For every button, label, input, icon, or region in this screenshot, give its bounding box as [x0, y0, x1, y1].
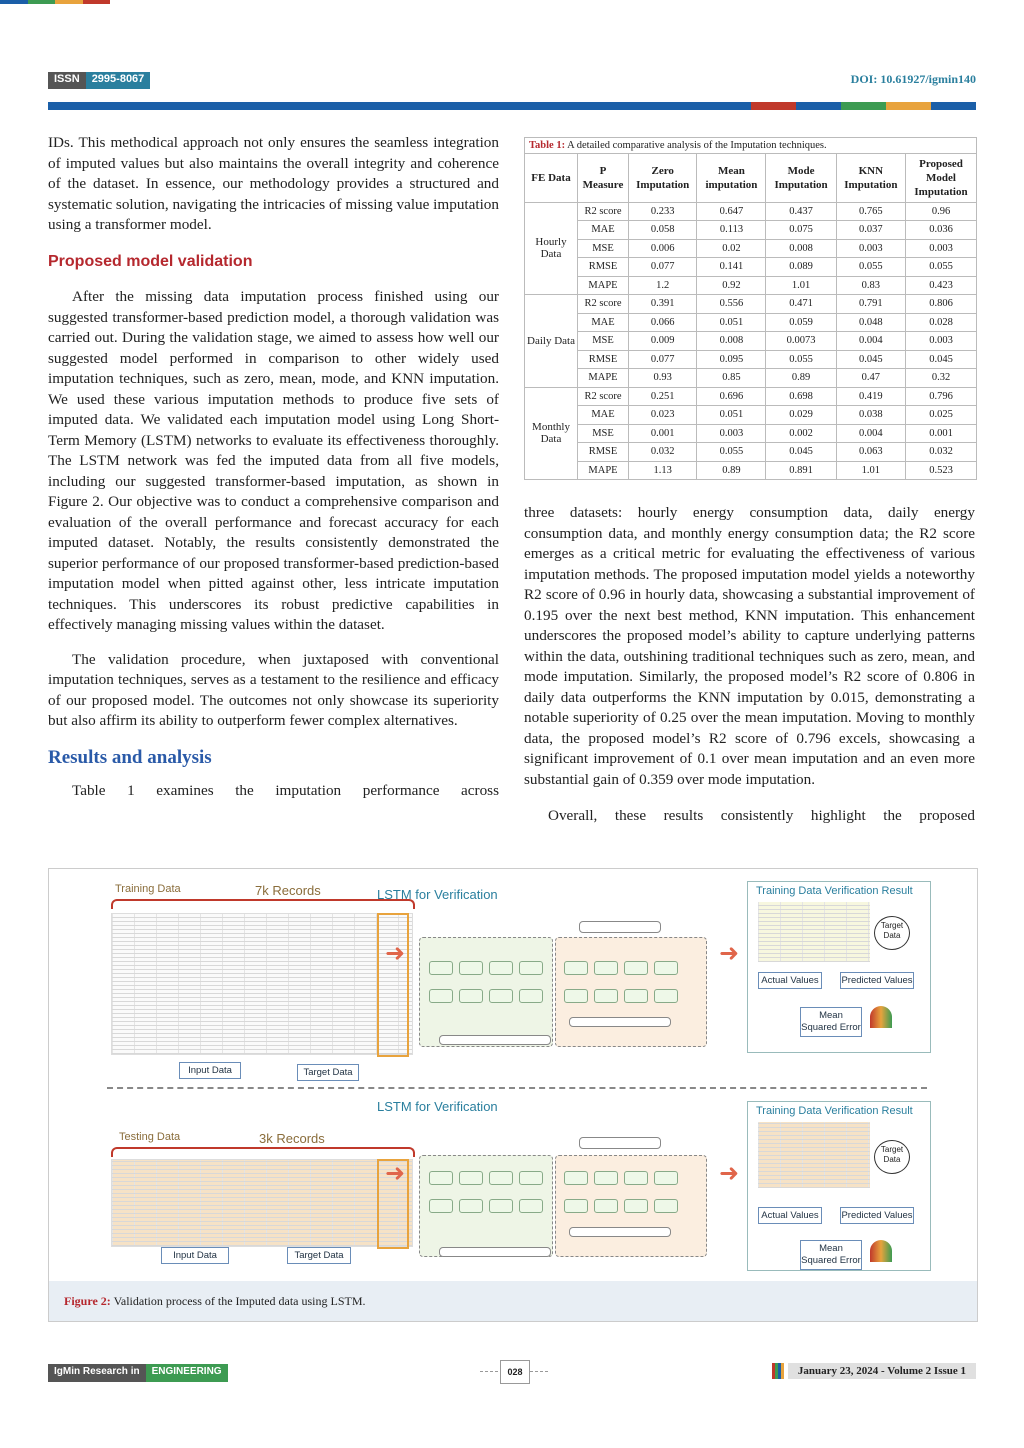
paragraph: three datasets: hourly energy consumption data, daily energy consumption data, and monthly energy consumption data; the R2 score emerges as a critical metric for evaluating the effectiveness of various imputation methods. The proposed imputation model yields a noteworthy R2 score of 0.96 in hourly data, showcasing a substantial improvement of 0.195 over the next best method, KNN imputation. This enhancement underscores the proposed model’s ability to capture underlying patterns within the data, outshining traditional techniques such as zero, mean, and mode imputation. Similarly, the proposed model’s R2 score of 0.806 in daily data outperforms the KNN imputation by 0.015, demonstrating a notable superiority of 0.25 over the mean imputation. Moving to monthly data, the proposed model’s R2 score of 0.796 excels, showcasing a significant improvement of 0.1 over mean imputation and an even more substantial gain of 0.359 over mode imputation.	[524, 504, 975, 788]
lstm-cell	[594, 989, 618, 1003]
value-cell: 0.93	[629, 369, 697, 388]
value-cell: 1.13	[629, 461, 697, 479]
value-cell: 0.089	[766, 258, 836, 277]
measure-cell: MAPE	[578, 461, 629, 479]
verification-result-panel	[747, 1101, 931, 1271]
paragraph: The validation procedure, when juxtaposed with conventional imputation techniques, serves as a testament to the resilience and efficacy of our proposed model. The outcomes not only showcase its superiority but also affirm its ability to outperform fewer complex alternatives.	[48, 650, 499, 729]
training-data-panel	[107, 881, 417, 1051]
value-cell: 0.004	[836, 424, 905, 443]
value-cell: 0.556	[697, 295, 766, 314]
table-row	[525, 387, 976, 406]
value-cell: 0.437	[766, 202, 836, 221]
value-cell: 0.045	[766, 443, 836, 462]
target-data-bubble: Target Data	[874, 916, 910, 950]
lstm-cell	[489, 1199, 513, 1213]
lstm-cell	[459, 989, 483, 1003]
dense-layer	[579, 921, 661, 933]
table-row	[525, 221, 976, 240]
value-cell: 0.066	[629, 313, 697, 332]
value-cell: 0.037	[836, 221, 905, 240]
lstm-cell	[429, 1171, 453, 1185]
lstm-title: LSTM for Verification	[377, 887, 498, 902]
group-label: Monthly Data	[525, 387, 578, 479]
result-grid	[758, 1122, 870, 1188]
dense-layer	[579, 1137, 661, 1149]
value-cell: 0.523	[906, 461, 977, 479]
lstm-cell	[459, 1171, 483, 1185]
value-cell: 0.002	[766, 424, 836, 443]
value-cell: 0.113	[697, 221, 766, 240]
value-cell: 0.251	[629, 387, 697, 406]
value-cell: 0.075	[766, 221, 836, 240]
target-column-highlight	[377, 913, 409, 1057]
measure-cell: R2 score	[578, 202, 629, 221]
value-cell: 0.006	[629, 239, 697, 258]
measure-cell: R2 score	[578, 295, 629, 314]
measure-cell: MAE	[578, 313, 629, 332]
value-cell: 0.233	[629, 202, 697, 221]
predicted-values-button[interactable]: Predicted Values	[840, 972, 914, 989]
column-header: Proposed Model Imputation	[906, 154, 977, 202]
value-cell: 0.029	[766, 406, 836, 425]
lstm-cell	[564, 989, 588, 1003]
measure-cell: MAPE	[578, 276, 629, 295]
value-cell: 0.806	[906, 295, 977, 314]
arrow-icon: ➜	[385, 1161, 406, 1187]
table-row	[525, 239, 976, 258]
value-cell: 0.008	[766, 239, 836, 258]
value-cell: 0.055	[906, 258, 977, 277]
column-header: P Measure	[578, 154, 629, 202]
figure-caption-text: Validation process of the Imputed data using LSTM.	[110, 1294, 366, 1308]
table-row	[525, 443, 976, 462]
value-cell: 0.32	[906, 369, 977, 388]
journal-name: IgMin Research in	[48, 1364, 146, 1382]
table-row	[525, 424, 976, 443]
lstm-cell	[624, 1199, 648, 1213]
measure-cell: R2 score	[578, 387, 629, 406]
testing-data-grid	[111, 1159, 413, 1247]
value-cell: 0.048	[836, 313, 905, 332]
lstm-cell	[519, 989, 543, 1003]
column-header: Mean imputation	[697, 154, 766, 202]
value-cell: 0.001	[906, 424, 977, 443]
value-cell: 0.796	[906, 387, 977, 406]
mse-button[interactable]: Mean Squared Error	[800, 1240, 862, 1270]
value-cell: 0.055	[697, 443, 766, 462]
issue-info	[772, 1362, 976, 1380]
actual-values-button[interactable]: Actual Values	[758, 972, 822, 989]
value-cell: 1.2	[629, 276, 697, 295]
value-cell: 0.059	[766, 313, 836, 332]
issn-label: ISSN	[48, 72, 86, 89]
value-cell: 0.095	[697, 350, 766, 369]
target-data-button[interactable]: Target Data	[287, 1247, 351, 1264]
page-number: 028	[500, 1360, 530, 1384]
column-header: Zero Imputation	[629, 154, 697, 202]
lstm-cell	[624, 989, 648, 1003]
value-cell: 0.003	[836, 239, 905, 258]
issn-badge	[48, 72, 150, 89]
value-cell: 0.891	[766, 461, 836, 479]
value-cell: 0.045	[906, 350, 977, 369]
column-header: KNN Imputation	[836, 154, 905, 202]
table-1	[524, 137, 977, 480]
value-cell: 0.063	[836, 443, 905, 462]
value-cell: 0.02	[697, 239, 766, 258]
input-data-button[interactable]: Input Data	[161, 1247, 229, 1264]
value-cell: 0.055	[766, 350, 836, 369]
paragraph: IDs. This methodical approach not only ensures the seamless integration of imputed values but also maintains the overall integrity and coherence of the dataset. In essence, our methodology provides a structured and systematic solution, navigating the intricacies of missing value imputation using a transformer model.	[48, 134, 499, 233]
color-bars-icon	[772, 1363, 784, 1379]
value-cell: 0.0073	[766, 332, 836, 351]
figure-2	[48, 868, 978, 1322]
lstm-cell	[519, 961, 543, 975]
value-cell: 0.051	[697, 313, 766, 332]
lstm-cell	[654, 1199, 678, 1213]
measure-cell: MAE	[578, 406, 629, 425]
lstm-cell	[429, 1199, 453, 1213]
value-cell: 0.47	[836, 369, 905, 388]
lstm-cell	[564, 1171, 588, 1185]
doi[interactable]: DOI: 10.61927/igmin140	[850, 72, 976, 86]
measure-cell: MSE	[578, 239, 629, 258]
left-column	[48, 133, 499, 802]
measure-cell: MSE	[578, 332, 629, 351]
value-cell: 0.83	[836, 276, 905, 295]
value-cell: 0.419	[836, 387, 905, 406]
value-cell: 0.058	[629, 221, 697, 240]
training-data-title: Training Data	[115, 883, 181, 895]
table-row	[525, 350, 976, 369]
value-cell: 0.696	[697, 387, 766, 406]
lstm-cell	[594, 1199, 618, 1213]
lstm-cell	[429, 989, 453, 1003]
value-cell: 0.028	[906, 313, 977, 332]
paragraph: After the missing data imputation process finished using our suggested transformer-based prediction model, a thorough validation was carried out. During the validation stage, we aimed to assess how well our suggested model performed in comparison to other widely used imputation techniques, such as zero, mean, mode, and KNN imputation. We used these various imputation methods to produce five sets of imputed data. We validated each imputation model using Long Short-Term Memory (LSTM) networks to evaluate its effectiveness thoroughly. The LSTM network was fed the imputed data from all five models, including our suggested transformer-based imputation, as shown in Figure 2. Our objective was to conduct a comprehensive comparison and evaluation of the overall performance and forecast accuracy for each imputed dataset. Notably, the results consistently demonstrated the superior performance of our proposed transformer-based prediction-based imputation model when pitted against other, less intricate imputation techniques. This underscores its robust predictive capabilities in effectively managing missing values within the dataset.	[48, 288, 499, 633]
table-caption	[525, 138, 976, 154]
value-cell: 0.045	[836, 350, 905, 369]
table-row	[525, 276, 976, 295]
lstm-cell	[519, 1171, 543, 1185]
value-cell: 0.032	[906, 443, 977, 462]
header-bar	[48, 102, 976, 110]
result-grid	[758, 902, 870, 962]
value-cell: 0.423	[906, 276, 977, 295]
lstm-cell	[594, 961, 618, 975]
table-caption-label: Table 1:	[529, 140, 566, 151]
table-caption-text: A detailed comparative analysis of the Imputation techniques.	[565, 140, 827, 151]
figure-caption-label: Figure 2:	[64, 1294, 111, 1308]
value-cell: 0.023	[629, 406, 697, 425]
target-data-button[interactable]: Target Data	[297, 1064, 359, 1081]
table-row	[525, 313, 976, 332]
paragraph: Overall, these results consistently highlight the proposed	[548, 807, 975, 824]
measure-cell: MAPE	[578, 369, 629, 388]
value-cell: 0.036	[906, 221, 977, 240]
value-cell: 0.141	[697, 258, 766, 277]
lstm-cell	[459, 961, 483, 975]
measure-cell: RMSE	[578, 258, 629, 277]
error-curve-icon	[870, 1240, 892, 1262]
value-cell: 0.032	[629, 443, 697, 462]
table-row	[525, 406, 976, 425]
column-header: FE Data	[525, 154, 578, 202]
testing-data-panel	[107, 1129, 417, 1247]
section-heading: Proposed model validation	[48, 252, 253, 270]
result-title: Training Data Verification Result	[756, 885, 913, 897]
lstm-cell	[489, 989, 513, 1003]
measure-cell: MAE	[578, 221, 629, 240]
journal-badge	[48, 1364, 228, 1382]
value-cell: 0.003	[697, 424, 766, 443]
lstm-cell	[594, 1171, 618, 1185]
input-data-button[interactable]: Input Data	[179, 1062, 241, 1079]
repeat-vector	[569, 1017, 671, 1027]
lstm-cell	[564, 961, 588, 975]
value-cell: 0.471	[766, 295, 836, 314]
value-cell: 0.009	[629, 332, 697, 351]
group-label: Hourly Data	[525, 202, 578, 295]
value-cell: 1.01	[766, 276, 836, 295]
dashed-divider	[107, 1087, 927, 1089]
value-cell: 0.765	[836, 202, 905, 221]
value-cell: 0.85	[697, 369, 766, 388]
value-cell: 0.001	[629, 424, 697, 443]
value-cell: 0.025	[906, 406, 977, 425]
table-row	[525, 202, 976, 221]
records-label: 7k Records	[255, 883, 321, 898]
lstm-cell	[624, 961, 648, 975]
records-brace	[111, 899, 415, 909]
value-cell: 0.055	[836, 258, 905, 277]
figure-caption	[49, 1281, 977, 1321]
value-cell: 0.698	[766, 387, 836, 406]
value-cell: 0.791	[836, 295, 905, 314]
measure-cell: RMSE	[578, 350, 629, 369]
value-cell: 1.01	[836, 461, 905, 479]
issue-date: January 23, 2024 - Volume 2 Issue 1	[788, 1363, 976, 1379]
table-row	[525, 295, 976, 314]
value-cell: 0.96	[906, 202, 977, 221]
journal-field: ENGINEERING	[146, 1364, 228, 1382]
issn-value: 2995-8067	[86, 72, 151, 89]
value-cell: 0.391	[629, 295, 697, 314]
testing-data-title: Testing Data	[119, 1131, 181, 1143]
value-cell: 0.051	[697, 406, 766, 425]
lstm-cell	[429, 961, 453, 975]
value-cell: 0.003	[906, 332, 977, 351]
table-row	[525, 258, 976, 277]
lstm-cell	[564, 1199, 588, 1213]
actual-values-button[interactable]: Actual Values	[758, 1207, 822, 1224]
arrow-icon: ➜	[719, 1161, 740, 1187]
top-color-strip	[0, 0, 110, 4]
value-cell: 0.077	[629, 350, 697, 369]
paragraph: Table 1 examines the imputation performance across	[72, 782, 499, 799]
target-data-bubble: Target Data	[874, 1140, 910, 1174]
error-curve-icon	[870, 1006, 892, 1028]
predicted-values-button[interactable]: Predicted Values	[840, 1207, 914, 1224]
repeat-vector	[569, 1227, 671, 1237]
input-layer	[439, 1035, 551, 1045]
value-cell: 0.077	[629, 258, 697, 277]
verification-result-panel	[747, 881, 931, 1053]
input-layer	[439, 1247, 551, 1257]
lstm-cell	[654, 961, 678, 975]
lstm-cell	[489, 1171, 513, 1185]
lstm-cell	[489, 961, 513, 975]
section-heading: Results and analysis	[48, 746, 212, 768]
training-data-grid	[111, 913, 413, 1055]
lstm-cell	[459, 1199, 483, 1213]
value-cell: 0.89	[697, 461, 766, 479]
lstm-cell	[624, 1171, 648, 1185]
right-column	[524, 503, 975, 827]
table-row	[525, 369, 976, 388]
lstm-title: LSTM for Verification	[377, 1099, 498, 1114]
table-row	[525, 461, 976, 479]
value-cell: 0.003	[906, 239, 977, 258]
comparison-table	[525, 154, 976, 479]
group-label: Daily Data	[525, 295, 578, 388]
lstm-cell	[519, 1199, 543, 1213]
value-cell: 0.008	[697, 332, 766, 351]
value-cell: 0.92	[697, 276, 766, 295]
records-brace	[111, 1147, 415, 1157]
measure-cell: RMSE	[578, 443, 629, 462]
table-row	[525, 332, 976, 351]
value-cell: 0.647	[697, 202, 766, 221]
value-cell: 0.038	[836, 406, 905, 425]
measure-cell: MSE	[578, 424, 629, 443]
value-cell: 0.004	[836, 332, 905, 351]
value-cell: 0.89	[766, 369, 836, 388]
mse-button[interactable]: Mean Squared Error	[800, 1007, 862, 1037]
arrow-icon: ➜	[719, 941, 740, 967]
lstm-cell	[654, 1171, 678, 1185]
records-label: 3k Records	[259, 1131, 325, 1146]
lstm-cell	[654, 989, 678, 1003]
column-header: Mode Imputation	[766, 154, 836, 202]
arrow-icon: ➜	[385, 941, 406, 967]
result-title: Training Data Verification Result	[756, 1105, 913, 1117]
